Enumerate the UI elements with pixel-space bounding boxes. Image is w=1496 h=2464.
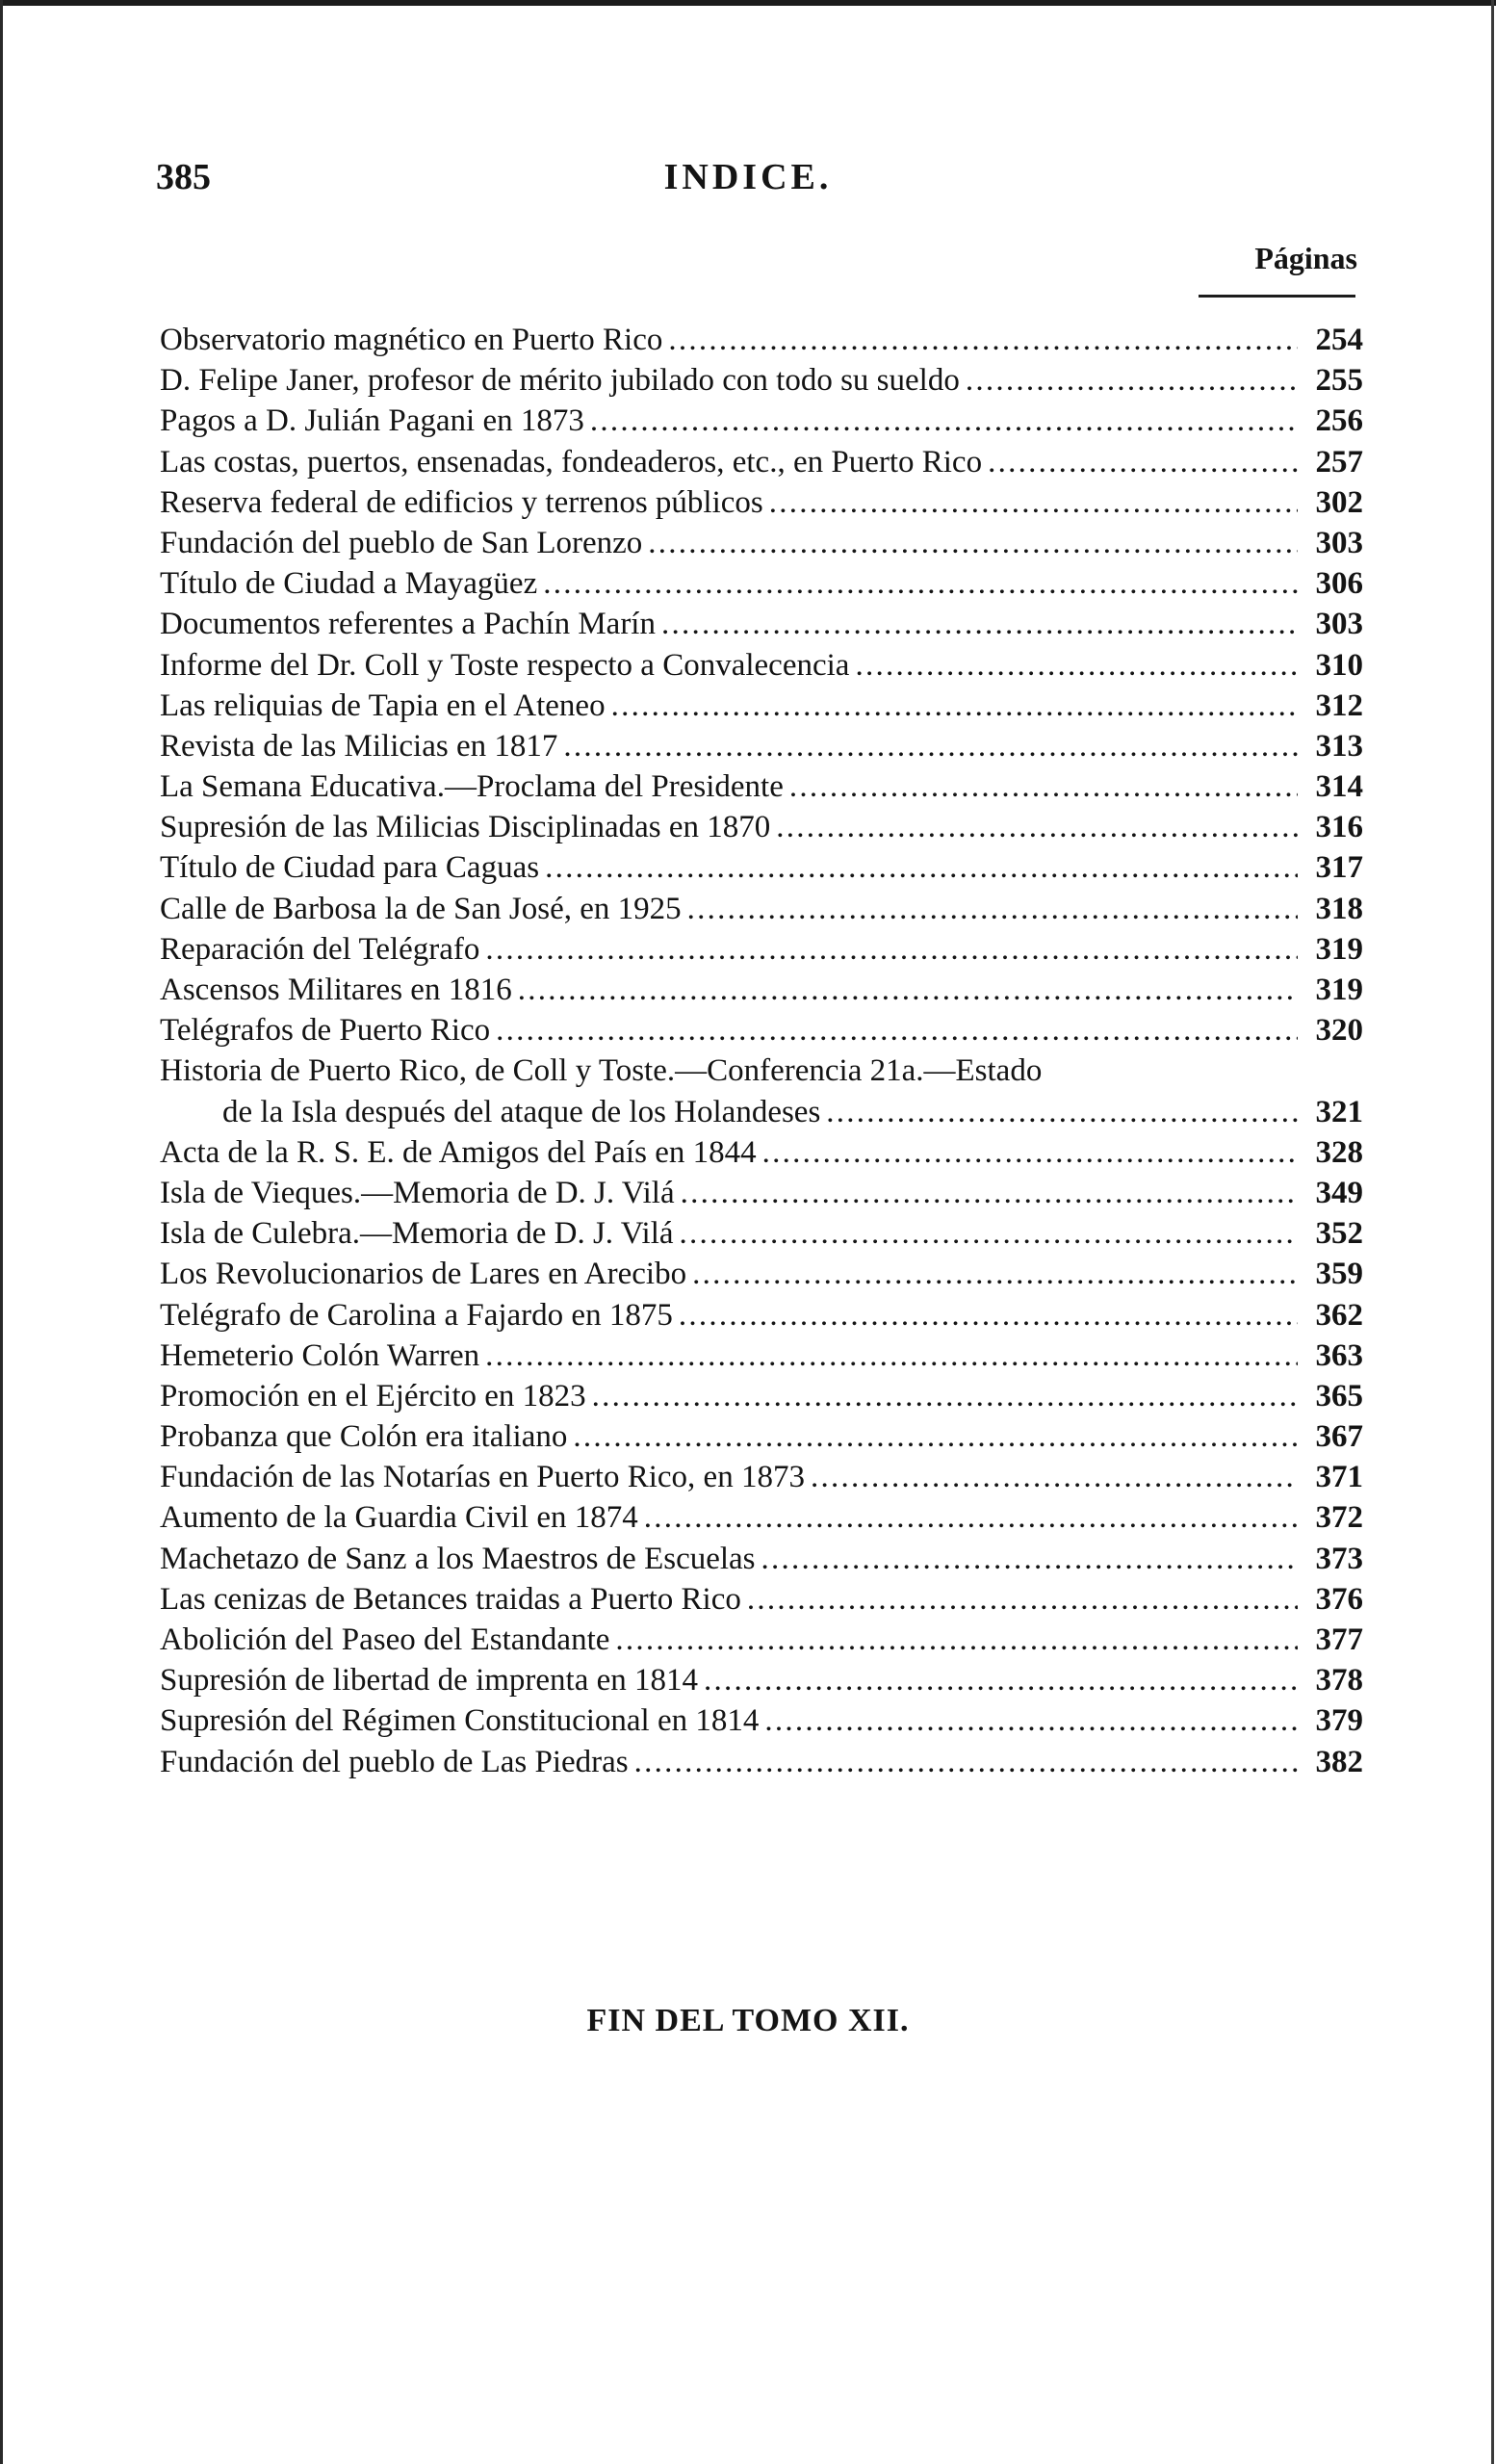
toc-entry xyxy=(160,847,1363,888)
entry-page: 312 xyxy=(1315,687,1363,723)
entry-title-line1: Historia de Puerto Rico, de Coll y Toste.—Conferencia 21a.—Estado xyxy=(160,1053,1043,1089)
entry-title: Las reliquias de Tapia en el Ateneo xyxy=(160,687,606,723)
toc-entry xyxy=(160,1742,1363,1782)
entry-page: 321 xyxy=(1315,1094,1363,1129)
dot-leader xyxy=(543,563,1298,604)
entry-title: Isla de Vieques.—Memoria de D. J. Vilá xyxy=(160,1175,675,1210)
toc-entry xyxy=(160,482,1363,523)
toc-entry xyxy=(160,1700,1363,1741)
dot-leader xyxy=(692,1254,1298,1294)
dot-leader xyxy=(679,1295,1298,1336)
dot-leader xyxy=(668,320,1298,360)
toc-entry xyxy=(160,686,1363,726)
entry-page: 377 xyxy=(1315,1622,1363,1657)
entry-page: 320 xyxy=(1315,1013,1363,1049)
toc-entry xyxy=(160,563,1363,604)
toc-entry xyxy=(160,360,1363,401)
entry-page: 257 xyxy=(1315,444,1363,480)
entry-page: 365 xyxy=(1315,1378,1363,1414)
toc-entry xyxy=(160,523,1363,563)
entry-page: 254 xyxy=(1315,323,1363,357)
dot-leader xyxy=(826,1092,1298,1132)
entry-page: 317 xyxy=(1315,850,1363,886)
dot-leader xyxy=(762,1132,1298,1173)
toc-entry xyxy=(160,1416,1363,1457)
page-border-top xyxy=(0,0,1496,6)
dot-leader xyxy=(563,726,1298,766)
entry-title: Título de Ciudad a Mayagüez xyxy=(160,566,538,602)
dot-leader xyxy=(855,645,1298,686)
dot-leader xyxy=(496,1010,1298,1050)
entry-title: Promoción en el Ejército en 1823 xyxy=(160,1378,586,1414)
entry-page: 328 xyxy=(1315,1134,1363,1170)
page-border-left xyxy=(0,0,3,2464)
entry-title: Reserva federal de edificios y terrenos públicos xyxy=(160,484,763,520)
entry-title: Observatorio magnético en Puerto Rico xyxy=(160,323,663,357)
entry-title: Telégrafo de Carolina a Fajardo en 1875 xyxy=(160,1297,673,1333)
dot-leader xyxy=(966,360,1298,401)
toc-entry xyxy=(160,1579,1363,1620)
toc-entry xyxy=(160,1539,1363,1579)
toc-entry xyxy=(160,1213,1363,1254)
pages-column-header: Páginas xyxy=(1254,241,1357,275)
end-of-volume-note: FIN DEL TOMO XII. xyxy=(586,2003,910,2038)
dot-leader xyxy=(518,970,1298,1010)
entry-title: Título de Ciudad para Caguas xyxy=(160,850,540,886)
entry-page: 310 xyxy=(1315,647,1363,683)
toc-entry xyxy=(160,807,1363,847)
entry-page: 349 xyxy=(1315,1175,1363,1210)
toc-entry xyxy=(160,726,1363,766)
dot-leader xyxy=(592,1376,1298,1416)
entry-page: 367 xyxy=(1315,1419,1363,1455)
dot-leader xyxy=(681,1173,1298,1213)
entry-title: Reparación del Telégrafo xyxy=(160,931,480,967)
entry-page: 371 xyxy=(1315,1460,1363,1495)
entry-page: 378 xyxy=(1315,1663,1363,1699)
dot-leader xyxy=(761,1539,1298,1579)
dot-leader xyxy=(776,807,1298,847)
toc-entry xyxy=(160,604,1363,644)
toc-entry xyxy=(160,766,1363,807)
entry-page: 359 xyxy=(1315,1257,1363,1292)
entry-title: Calle de Barbosa la de San José, en 1925 xyxy=(160,891,682,926)
header-rule xyxy=(1199,295,1355,298)
dot-leader xyxy=(573,1416,1298,1457)
entry-page: 319 xyxy=(1315,931,1363,967)
dot-leader xyxy=(811,1457,1298,1497)
entry-page: 318 xyxy=(1315,891,1363,926)
dot-leader xyxy=(680,1213,1298,1254)
entry-title: Documentos referentes a Pachín Marín xyxy=(160,607,656,642)
entry-title: Pagos a D. Julián Pagani en 1873 xyxy=(160,403,584,439)
entry-title: Isla de Culebra.—Memoria de D. J. Vilá xyxy=(160,1216,674,1252)
entry-page: 303 xyxy=(1315,525,1363,560)
dot-leader xyxy=(988,442,1298,482)
toc-entry xyxy=(160,1376,1363,1416)
page-number: 385 xyxy=(156,157,211,197)
entry-title: Ascensos Militares en 1816 xyxy=(160,973,512,1007)
dot-leader xyxy=(611,686,1298,726)
entry-page: 376 xyxy=(1315,1581,1363,1617)
entry-title: Los Revolucionarios de Lares en Arecibo xyxy=(160,1257,687,1292)
toc-entry xyxy=(160,889,1363,929)
table-of-contents xyxy=(160,320,1363,1782)
entry-page: 363 xyxy=(1315,1337,1363,1373)
toc-entry xyxy=(160,1173,1363,1213)
toc-entry xyxy=(160,1660,1363,1700)
entry-title: Hemeterio Colón Warren xyxy=(160,1337,480,1373)
entry-page: 373 xyxy=(1315,1541,1363,1576)
entry-page: 319 xyxy=(1315,973,1363,1007)
entry-page: 303 xyxy=(1315,607,1363,642)
dot-leader xyxy=(704,1660,1298,1700)
dot-leader xyxy=(687,889,1298,929)
toc-entry xyxy=(160,1336,1363,1376)
entry-title: Las costas, puertos, ensenadas, fondeaderos, etc., en Puerto Rico xyxy=(160,444,983,480)
toc-entry xyxy=(160,442,1363,482)
toc-entry xyxy=(160,645,1363,686)
entry-page: 382 xyxy=(1315,1744,1363,1779)
toc-entry xyxy=(160,1497,1363,1538)
entry-page: 314 xyxy=(1315,769,1363,805)
toc-entry-multiline-first xyxy=(160,1050,1363,1091)
dot-leader xyxy=(485,1336,1298,1376)
entry-page: 352 xyxy=(1315,1216,1363,1252)
dot-leader xyxy=(615,1620,1298,1660)
dot-leader xyxy=(747,1579,1298,1620)
toc-entry xyxy=(160,1620,1363,1660)
entry-title: Supresión de las Milicias Disciplinadas en 1870 xyxy=(160,810,771,845)
dot-leader xyxy=(769,482,1298,523)
entry-page: 372 xyxy=(1315,1500,1363,1536)
entry-page: 313 xyxy=(1315,728,1363,764)
entry-title: Supresión de libertad de imprenta en 1814 xyxy=(160,1663,699,1699)
toc-entry xyxy=(160,320,1363,360)
entry-title: Fundación de las Notarías en Puerto Rico, en 1873 xyxy=(160,1460,805,1495)
entry-page: 362 xyxy=(1315,1297,1363,1333)
dot-leader xyxy=(789,766,1298,807)
toc-entry xyxy=(160,929,1363,970)
entry-page: 379 xyxy=(1315,1703,1363,1739)
page-border-right xyxy=(1491,0,1494,2464)
entry-page: 302 xyxy=(1315,484,1363,520)
entry-title: Telégrafos de Puerto Rico xyxy=(160,1013,491,1049)
toc-entry-multiline-second xyxy=(160,1092,1363,1132)
entry-title: La Semana Educativa.—Proclama del Presidente xyxy=(160,769,784,805)
toc-entry xyxy=(160,1295,1363,1336)
toc-entry xyxy=(160,1010,1363,1050)
entry-title: Machetazo de Sanz a los Maestros de Escuelas xyxy=(160,1541,756,1576)
entry-title: Informe del Dr. Coll y Toste respecto a Convalecencia xyxy=(160,647,850,683)
entry-page: 255 xyxy=(1315,363,1363,399)
dot-leader xyxy=(545,847,1298,888)
entry-title: Fundación del pueblo de Las Piedras xyxy=(160,1744,629,1779)
entry-title: Revista de las Milicias en 1817 xyxy=(160,728,558,764)
toc-entry xyxy=(160,1132,1363,1173)
toc-entry xyxy=(160,401,1363,441)
entry-title: Acta de la R. S. E. de Amigos del País en 1844 xyxy=(160,1134,757,1170)
dot-leader xyxy=(661,604,1298,644)
toc-entry xyxy=(160,1254,1363,1294)
entry-title: Probanza que Colón era italiano xyxy=(160,1419,568,1455)
entry-title: Aumento de la Guardia Civil en 1874 xyxy=(160,1500,638,1536)
running-head: INDICE. xyxy=(663,157,833,197)
entry-page: 316 xyxy=(1315,810,1363,845)
entry-title: D. Felipe Janer, profesor de mérito jubilado con todo su sueldo xyxy=(160,363,960,399)
entry-title: Fundación del pueblo de San Lorenzo xyxy=(160,525,643,560)
dot-leader xyxy=(634,1742,1298,1782)
entry-page: 306 xyxy=(1315,566,1363,602)
entry-page: 256 xyxy=(1315,403,1363,439)
toc-entry xyxy=(160,970,1363,1010)
dot-leader xyxy=(764,1700,1298,1741)
entry-title-line2: de la Isla después del ataque de los Holandeses xyxy=(222,1094,821,1129)
toc-entry xyxy=(160,1457,1363,1497)
dot-leader xyxy=(590,401,1298,441)
entry-title: Las cenizas de Betances traidas a Puerto Rico xyxy=(160,1581,741,1617)
entry-title: Supresión del Régimen Constitucional en 1814 xyxy=(160,1703,760,1739)
dot-leader xyxy=(485,929,1298,970)
dot-leader xyxy=(648,523,1298,563)
dot-leader xyxy=(644,1497,1298,1538)
entry-title: Abolición del Paseo del Estandante xyxy=(160,1622,610,1657)
